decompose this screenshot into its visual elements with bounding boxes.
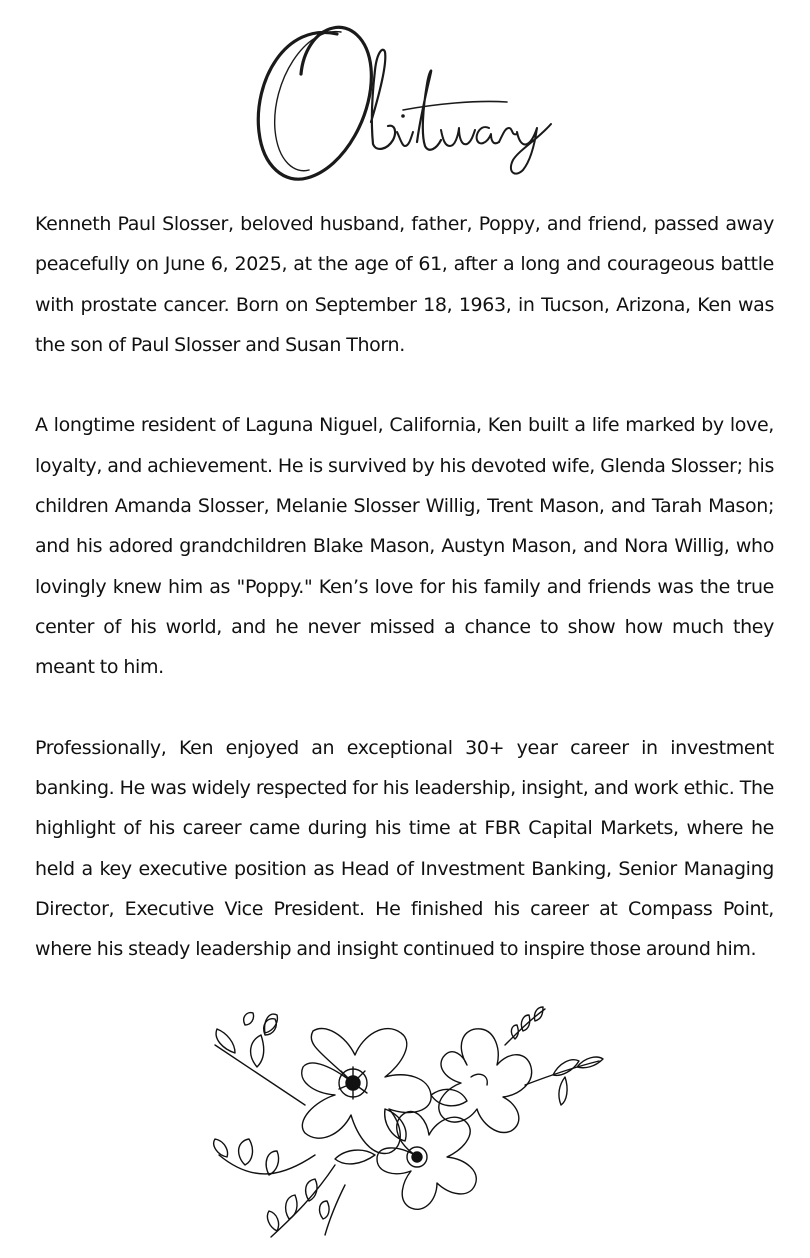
obituary-script-title: [245, 12, 565, 192]
paragraph-birth: Kenneth Paul Slosser, beloved husband, father, Poppy, and friend, passed away peacefully on June 6, 2025, at the age of 61, after a long and courageous battle with prostate cancer. Born on September 18, 1963, in Tucson, Arizona, Ken was the son of Paul Slosser and Susan Thorn.: [35, 213, 774, 356]
floral-illustration-icon: [205, 1005, 605, 1250]
title-area: [0, 0, 810, 200]
paragraph-family: A longtime resident of Laguna Niguel, California, Ken built a life marked by love, loyalty, and achievement. He is survived by his devoted wife, Glenda Slosser; his children Amanda Slosser, Melanie Slosser Willig, Trent Mason, and Tarah Mason; and his adored grandchildren Blake Mason, Austyn Mason, and Nora Willig, who lovingly knew him as "Poppy." Ken’s love for his family and friends was the true center of his world, and he never missed a chance to show how much they meant to him.: [35, 414, 774, 679]
obituary-body: [35, 204, 774, 970]
paragraph-career: Professionally, Ken enjoyed an exceptional 30+ year career in investment banking. He was widely respected for his leadership, insight, and work ethic. The highlight of his career came during his time at FBR Capital Markets, where he held a key executive position as Head of Investment Banking, Senior Managing Director, Executive Vice President. He finished his career at Compass Point, where his steady leadership and insight continued to inspire those around him.: [35, 736, 774, 961]
